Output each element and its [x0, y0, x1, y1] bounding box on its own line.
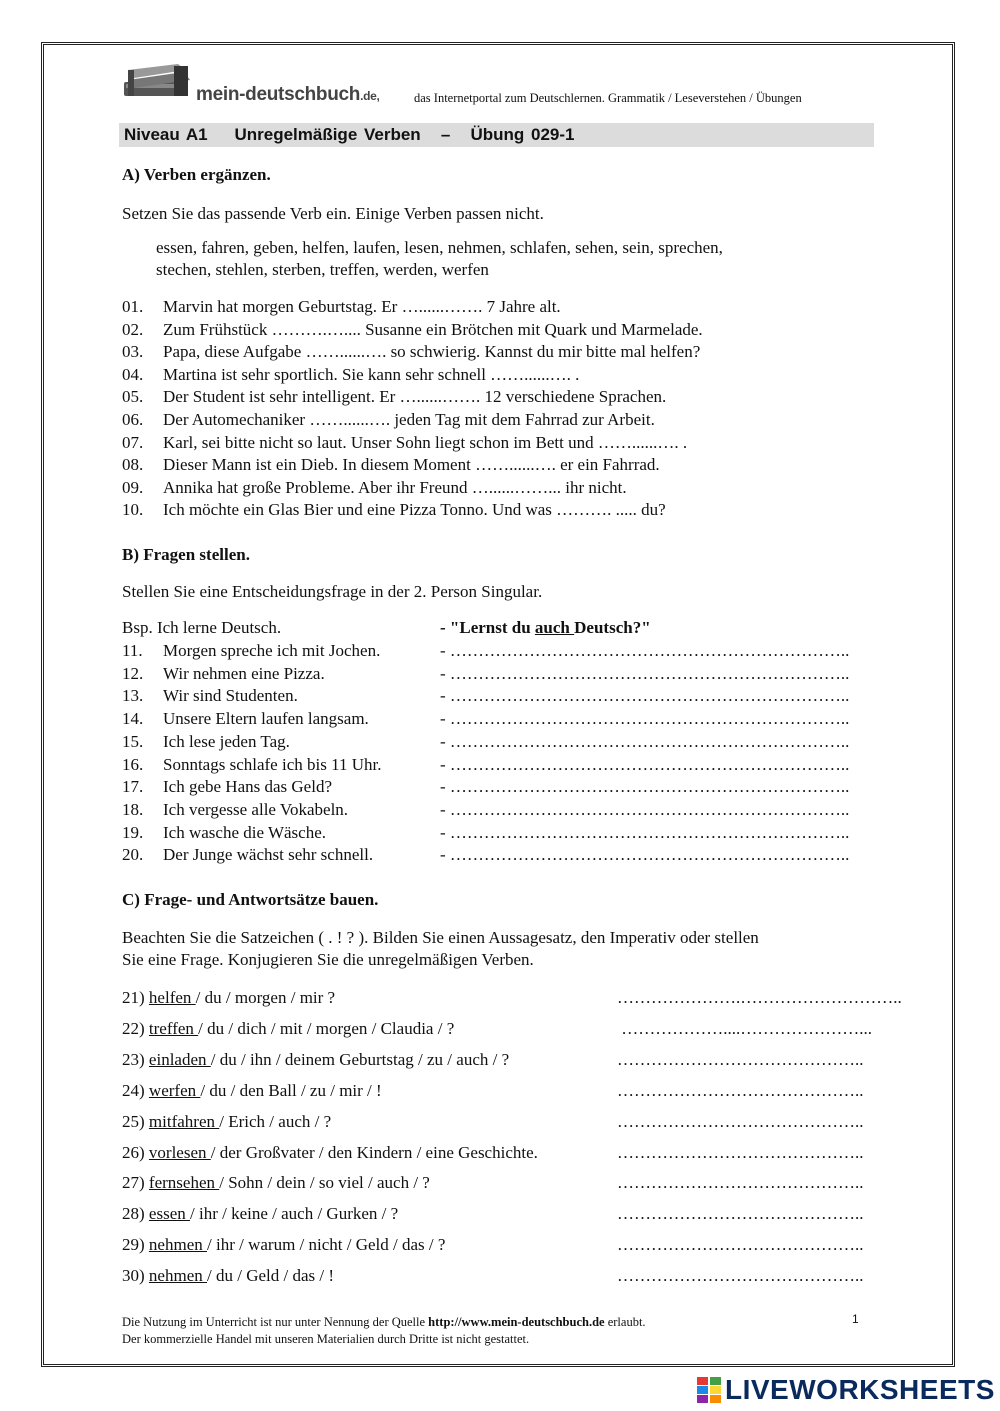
- fill-in-sentence[interactable]: Der Automechaniker ……......…. jeden Tag mit dem Fahrrad zur Arbeit.: [163, 410, 655, 429]
- section-b-instruction: Stellen Sie eine Entscheidungsfrage in der 2. Person Singular.: [122, 582, 543, 601]
- section-c-instruction-line-1: Beachten Sie die Satzeichen ( . ! ? ). Bilden Sie einen Aussagesatz, den Imperativ oder stellen: [122, 928, 759, 947]
- footer-line-1-end: erlaubt.: [604, 1315, 646, 1329]
- prompt-words: / ihr / warum / nicht / Geld / das / ?: [207, 1235, 446, 1255]
- answer-blank[interactable]: - ……………………………………………………………..: [440, 777, 850, 797]
- prompt-words: / ihr / keine / auch / Gurken / ?: [190, 1204, 399, 1224]
- fill-in-sentence[interactable]: Ich möchte ein Glas Bier und eine Pizza Tonno. Und was ………. ..... du?: [163, 500, 666, 520]
- example-answer: [440, 618, 651, 638]
- fill-in-sentence[interactable]: Zum Frühstück ……….….... Susanne ein Brötchen mit Quark und Marmelade.: [163, 319, 703, 339]
- item-number: 24): [122, 1080, 145, 1100]
- prompt-words: / der Großvater / den Kindern / eine Geschichte.: [210, 1142, 538, 1162]
- item-number: 28): [122, 1204, 145, 1224]
- exercise-prompt: [122, 1112, 331, 1132]
- item-number: 07.: [122, 432, 144, 452]
- verb-underlined: werfen: [148, 1080, 201, 1100]
- answer-blank[interactable]: - ……………………………………………………………..: [440, 799, 850, 819]
- exercise-prompt: [122, 1143, 538, 1163]
- fill-in-sentence[interactable]: Martina ist sehr sportlich. Sie kann sehr schnell ……......…. .: [163, 364, 580, 384]
- statement-sentence: Unsere Eltern laufen langsam.: [163, 709, 369, 729]
- item-number: 16.: [122, 754, 144, 774]
- exercise-prompt: [122, 1235, 445, 1255]
- example-answer-end: Deutsch?": [574, 618, 651, 637]
- item-number: 25): [122, 1111, 145, 1131]
- prompt-words: / Sohn / dein / so viel / auch / ?: [219, 1173, 430, 1193]
- item-number: 27): [122, 1173, 145, 1193]
- answer-blank[interactable]: ………………….………………………..: [617, 988, 902, 1007]
- item-number: 09.: [122, 477, 144, 497]
- site-logo-text: [196, 84, 380, 106]
- exercise-prompt: [122, 1266, 334, 1286]
- exercise-prompt: [122, 1173, 430, 1193]
- statement-sentence: Morgen spreche ich mit Jochen.: [163, 641, 381, 660]
- answer-blank[interactable]: - ……………………………………………………………..: [440, 709, 850, 729]
- footer-line-2: Der kommerzielle Handel mit unseren Materialien durch Dritte ist nicht gestattet.: [122, 1332, 530, 1346]
- exercise-prompt: [122, 1050, 509, 1070]
- statement-sentence: Ich wasche die Wäsche.: [163, 822, 326, 842]
- item-number: 04.: [122, 364, 144, 384]
- answer-blank[interactable]: ……………………………………..: [617, 1111, 864, 1131]
- item-number: 03.: [122, 342, 144, 362]
- prompt-words: / Erich / auch / ?: [219, 1111, 332, 1131]
- footer-url[interactable]: http://www.mein-deutschbuch.de: [428, 1315, 605, 1329]
- item-number: 29): [122, 1235, 145, 1255]
- statement-sentence: Ich gebe Hans das Geld?: [163, 777, 332, 797]
- statement-sentence: Wir nehmen eine Pizza.: [163, 663, 325, 683]
- item-number: 10.: [122, 500, 144, 520]
- statement-sentence: Der Junge wächst sehr schnell.: [163, 845, 374, 865]
- answer-blank[interactable]: ……………………………………..: [617, 1173, 864, 1193]
- prompt-words: / du / dich / mit / morgen / Claudia / ?: [198, 1018, 455, 1038]
- item-number: 26): [122, 1142, 145, 1162]
- answer-blank[interactable]: - ……………………………………………………………..: [440, 663, 850, 683]
- logo-domain: .de,: [360, 89, 380, 103]
- liveworksheets-logo-icon: [697, 1377, 721, 1403]
- answer-blank[interactable]: ………………....…………………...: [617, 1018, 872, 1038]
- section-a-instruction: Setzen Sie das passende Verb ein. Einige Verben passen nicht.: [122, 204, 544, 223]
- item-number: 08.: [122, 455, 144, 475]
- answer-blank[interactable]: - ……………………………………………………………..: [440, 686, 850, 706]
- answer-blank[interactable]: ……………………………………..: [617, 1049, 864, 1069]
- verb-list-line-2: stechen, stehlen, sterben, treffen, werden, werfen: [156, 260, 489, 279]
- answer-blank[interactable]: ……………………………………..: [617, 1080, 864, 1100]
- verb-underlined: einladen: [148, 1049, 211, 1069]
- exercise-prompt: [122, 988, 335, 1008]
- item-number: 30): [122, 1266, 145, 1286]
- prompt-words: / du / den Ball / zu / mir / !: [200, 1080, 382, 1100]
- fill-in-sentence[interactable]: Der Student ist sehr intelligent. Er …......……. 12 verschiedene Sprachen.: [163, 387, 667, 407]
- example-answer-start: - "Lernst du: [440, 618, 535, 637]
- item-number: 05.: [122, 387, 144, 407]
- item-number: 06.: [122, 410, 144, 429]
- answer-blank[interactable]: - ……………………………………………………………..: [440, 845, 850, 865]
- verb-underlined: nehmen: [148, 1266, 207, 1286]
- answer-blank[interactable]: - ……………………………………………………………..: [440, 731, 850, 751]
- verb-underlined: treffen: [148, 1018, 199, 1038]
- exercise-prompt: [122, 1204, 398, 1224]
- verb-underlined: essen: [148, 1204, 190, 1224]
- answer-blank[interactable]: ……………………………………..: [617, 1142, 864, 1162]
- item-number: 11.: [122, 641, 143, 660]
- fill-in-sentence[interactable]: Marvin hat morgen Geburtstag. Er …......……. 7 Jahre alt.: [163, 297, 561, 316]
- statement-sentence: Ich vergesse alle Vokabeln.: [163, 799, 349, 819]
- answer-blank[interactable]: - ……………………………………………………………..: [440, 754, 850, 774]
- example-sentence: Bsp. Ich lerne Deutsch.: [122, 618, 282, 637]
- fill-in-sentence[interactable]: Karl, sei bitte nicht so laut. Unser Sohn liegt schon im Bett und ……......…. .: [163, 432, 688, 452]
- liveworksheets-text: LIVEWORKSHEETS: [725, 1374, 995, 1405]
- item-number: 01.: [122, 297, 144, 316]
- prompt-words: / du / ihn / deinem Geburtstag / zu / auch / ?: [210, 1049, 510, 1069]
- item-number: 13.: [122, 686, 144, 706]
- worksheet-title: Niveau A1 Unregelmäßige Verben – Übung 029-1: [124, 125, 575, 144]
- item-number: 15.: [122, 731, 144, 751]
- footer-line-1-start: Die Nutzung im Unterricht ist nur unter Nennung der Quelle: [122, 1315, 429, 1329]
- statement-sentence: Ich lese jeden Tag.: [163, 731, 290, 751]
- section-b-heading: B) Fragen stellen.: [122, 545, 250, 564]
- item-number: 23): [122, 1049, 145, 1069]
- statement-sentence: Wir sind Studenten.: [163, 686, 298, 706]
- item-number: 20.: [122, 845, 144, 865]
- logo-main: mein-deutschbuch: [196, 84, 361, 105]
- verb-underlined: mitfahren: [148, 1111, 220, 1131]
- exercise-prompt: [122, 1081, 382, 1101]
- example-answer-underlined: auch: [534, 618, 575, 637]
- item-number: 18.: [122, 799, 144, 819]
- page-number: 1: [852, 1312, 859, 1326]
- prompt-words: / du / morgen / mir ?: [195, 988, 336, 1007]
- prompt-words: / du / Geld / das / !: [207, 1266, 335, 1286]
- verb-underlined: helfen: [148, 988, 196, 1007]
- verb-underlined: nehmen: [148, 1235, 207, 1255]
- answer-blank[interactable]: - ……………………………………………………………..: [440, 822, 850, 842]
- item-number: 22): [122, 1018, 145, 1038]
- header-tagline: das Internetportal zum Deutschlernen. Grammatik / Leseverstehen / Übungen: [414, 91, 802, 105]
- section-a-heading: A) Verben ergänzen.: [122, 165, 271, 184]
- fill-in-sentence[interactable]: Annika hat große Probleme. Aber ihr Freund …......……... ihr nicht.: [163, 477, 627, 497]
- answer-blank[interactable]: ……………………………………..: [617, 1204, 864, 1224]
- item-number: 19.: [122, 822, 144, 842]
- verb-list-line-1: essen, fahren, geben, helfen, laufen, lesen, nehmen, schlafen, sehen, sein, sprechen,: [156, 238, 723, 257]
- verb-underlined: vorlesen: [148, 1142, 211, 1162]
- item-number: 21): [122, 988, 145, 1007]
- item-number: 14.: [122, 709, 144, 729]
- item-number: 12.: [122, 663, 144, 683]
- exercise-prompt: [122, 1019, 454, 1039]
- section-c-instruction-line-2: Sie eine Frage. Konjugieren Sie die unregelmäßigen Verben.: [122, 950, 534, 969]
- statement-sentence: Sonntags schlafe ich bis 11 Uhr.: [163, 754, 382, 774]
- verb-underlined: fernsehen: [148, 1173, 220, 1193]
- fill-in-sentence[interactable]: Papa, diese Aufgabe ……......…. so schwierig. Kannst du mir bitte mal helfen?: [163, 342, 701, 362]
- answer-blank[interactable]: ……………………………………..: [617, 1235, 864, 1255]
- book-stack-logo-icon: [122, 62, 194, 100]
- fill-in-sentence[interactable]: Dieser Mann ist ein Dieb. In diesem Moment ……......…. er ein Fahrrad.: [163, 455, 660, 475]
- answer-blank[interactable]: ……………………………………..: [617, 1266, 864, 1286]
- section-c-heading: C) Frage- und Antwortsätze bauen.: [122, 890, 379, 909]
- footer-line-1: [122, 1315, 646, 1330]
- item-number: 02.: [122, 319, 144, 339]
- answer-blank[interactable]: - ……………………………………………………………..: [440, 641, 850, 660]
- item-number: 17.: [122, 777, 144, 797]
